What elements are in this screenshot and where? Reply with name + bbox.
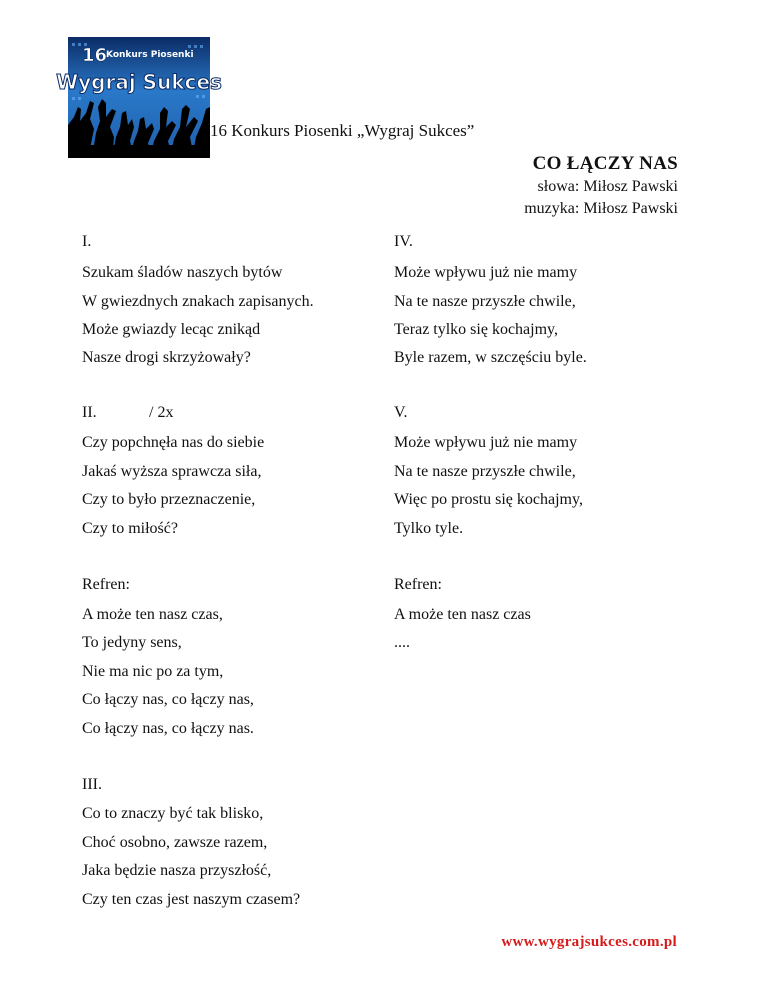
lyric-line: Co to znaczy być tak blisko, — [82, 805, 264, 822]
lyric-line: Czy to było przeznaczenie, — [82, 491, 256, 508]
contest-name: 16 Konkurs Piosenki „Wygraj Sukces” — [210, 121, 475, 140]
lyric-line: Szukam śladów naszych bytów — [82, 264, 283, 281]
lyric-line: Na te nasze przyszłe chwile, — [394, 463, 576, 480]
chorus-label: Refren: — [82, 576, 130, 593]
lyric-line: Choć osobno, zawsze razem, — [82, 834, 268, 851]
svg-text:16: 16 — [82, 45, 108, 66]
lyric-line: To jedyny sens, — [82, 634, 182, 651]
lyric-line: Jaka będzie nasza przyszłość, — [82, 862, 272, 879]
lyric-line: Nasze drogi skrzyżowały? — [82, 349, 251, 366]
lyric-line: A może ten nasz czas — [394, 606, 531, 623]
verse-label: IV. — [394, 233, 413, 250]
verse-label: II. — [82, 404, 97, 421]
lyric-line: A może ten nasz czas, — [82, 606, 223, 623]
svg-text:Wygraj Sukces: Wygraj Sukces — [56, 70, 222, 94]
logo-graphic — [56, 37, 222, 158]
website-link[interactable]: www.wygrajsukces.com.pl — [501, 934, 677, 950]
lyrics-credit: słowa: Miłosz Pawski — [537, 178, 678, 195]
repeat-mark: / 2x — [149, 404, 174, 421]
lyric-line: Byle razem, w szczęściu byle. — [394, 349, 587, 366]
lyric-line: Może wpływu już nie mamy — [394, 434, 578, 451]
lyric-line: Jakaś wyższa sprawcza siła, — [82, 463, 262, 480]
verse-label: III. — [82, 776, 102, 793]
lyric-line: Może gwiazdy lecąc znikąd — [82, 321, 261, 338]
song-title: CO ŁĄCZY NAS — [532, 153, 678, 174]
lyric-line: Teraz tylko się kochajmy, — [394, 321, 559, 338]
lyric-line: Nie ma nic po za tym, — [82, 663, 224, 680]
lyric-line: Czy to miłość? — [82, 520, 178, 537]
lyric-line: W gwiezdnych znakach zapisanych. — [82, 293, 314, 310]
lyric-line: Więc po prostu się kochajmy, — [394, 491, 583, 508]
lyric-line: Czy popchnęła nas do siebie — [82, 434, 265, 451]
lyric-line: Czy ten czas jest naszym czasem? — [82, 891, 301, 908]
lyric-line: Może wpływu już nie mamy — [394, 264, 578, 281]
lyric-line: .... — [394, 634, 410, 651]
contest-logo — [56, 37, 222, 158]
lyric-line: Tylko tyle. — [394, 520, 464, 537]
svg-text:Konkurs Piosenki: Konkurs Piosenki — [106, 50, 194, 60]
chorus-label: Refren: — [394, 576, 442, 593]
lyric-line: Na te nasze przyszłe chwile, — [394, 293, 576, 310]
lyric-line: Co łączy nas, co łączy nas, — [82, 691, 254, 708]
verse-label: I. — [82, 233, 92, 250]
lyric-line: Co łączy nas, co łączy nas. — [82, 720, 254, 737]
verse-label: V. — [394, 404, 408, 421]
music-credit: muzyka: Miłosz Pawski — [524, 200, 678, 217]
